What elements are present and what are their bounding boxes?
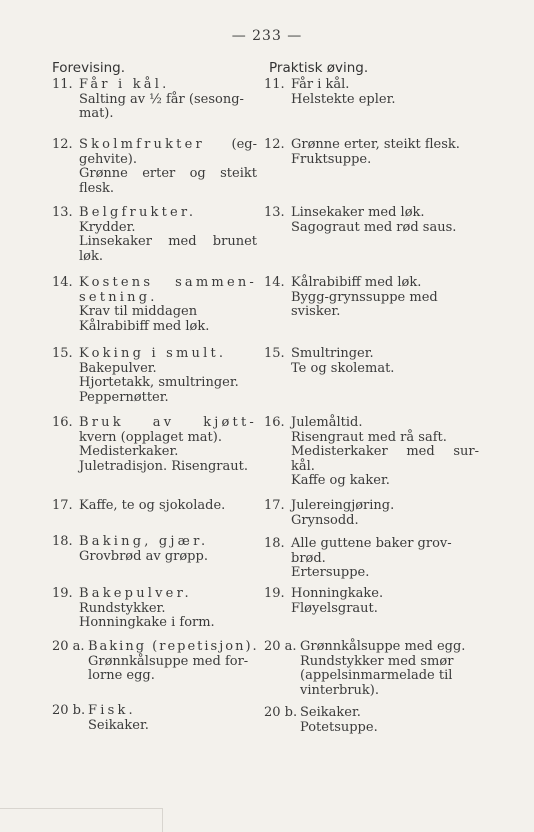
entry-topic: Koking i smult.: [79, 346, 227, 361]
entry-number: 17.: [52, 498, 73, 513]
entry-topic: setning.: [79, 289, 158, 305]
entry-line: Kålrabibiff med løk.: [79, 318, 210, 334]
left-entry-19: [52, 587, 257, 631]
entry-word: Grønne: [79, 166, 128, 181]
entry-number: 17.: [264, 498, 285, 513]
entry-word: med: [168, 234, 197, 249]
entry-topic: sammen-: [175, 275, 257, 290]
entry-word: sur-: [453, 444, 479, 459]
entry-number: 15.: [264, 346, 285, 361]
entry-line: brød.: [291, 550, 326, 566]
right-entry-13: [264, 206, 479, 235]
entry-line: Honningkake.: [291, 586, 384, 601]
left-column-heading: Forevising.: [52, 60, 126, 76]
entry-line: vinterbruk).: [300, 682, 379, 698]
entry-line: Hjortetakk, smultringer.: [79, 375, 239, 390]
entry-topic: Får i kål.: [79, 77, 170, 92]
entry-topic: Skolmfrukter: [79, 137, 205, 152]
entry-word: Linsekaker: [79, 234, 152, 249]
entry-line: Får i kål.: [291, 77, 350, 92]
entry-word: (eg-: [231, 137, 257, 152]
entry-number: 11.: [264, 77, 285, 92]
entry-word: steikt: [220, 166, 257, 181]
entry-line: løk.: [79, 248, 103, 264]
entry-word: og: [189, 166, 206, 181]
entry-line: Grønne erter, steikt flesk.: [291, 137, 460, 152]
entry-line: Krav til middagen: [79, 304, 198, 319]
right-entry-20a: [264, 640, 479, 698]
entry-line: gehvite).: [79, 151, 138, 167]
entry-word: Medisterkaker: [291, 444, 388, 459]
left-entry-20b: [52, 704, 257, 733]
right-entry-17: [264, 499, 479, 528]
entry-number: 19.: [52, 586, 73, 601]
entry-number: 13.: [52, 205, 73, 220]
entry-number: 20 a.: [52, 639, 85, 654]
entry-line: Rundstykker.: [79, 600, 166, 616]
right-entry-12: [264, 138, 479, 167]
left-entry-14: [52, 276, 257, 334]
entry-line: Kaffe og kaker.: [291, 473, 390, 488]
entry-line: Smultringer.: [291, 346, 374, 361]
entry-line: Fruktsuppe.: [291, 151, 372, 167]
entry-line: Fløyelsgraut.: [291, 600, 378, 616]
entry-line: Linsekaker med løk.: [291, 205, 425, 220]
right-entry-19: [264, 587, 479, 616]
right-entry-18: [264, 537, 479, 581]
page-crease: [0, 808, 163, 832]
entry-line: mat).: [79, 106, 114, 121]
right-entry-20b: [264, 706, 479, 735]
entry-number: 18.: [264, 536, 285, 551]
entry-line: Seikaker.: [88, 717, 149, 733]
entry-line: Salting av ½ får (sesong-: [79, 91, 244, 107]
entry-topic: Fisk.: [88, 703, 136, 718]
entry-number: 15.: [52, 346, 73, 361]
entry-line: flesk.: [79, 180, 115, 196]
entry-word: med: [406, 444, 435, 459]
left-entry-12: [52, 138, 257, 196]
entry-topic: av: [152, 415, 175, 430]
right-column-heading: Praktisk øving.: [269, 60, 369, 76]
entry-topic: Bakepulver.: [79, 586, 192, 601]
entry-word: erter: [142, 166, 176, 181]
entry-line: Grønnkålsuppe med for-: [88, 653, 249, 669]
entry-number: 14.: [52, 275, 73, 290]
entry-number: 16.: [52, 415, 73, 430]
entry-number: 20 a.: [264, 639, 297, 654]
entry-line: Grønnkålsuppe med egg.: [300, 639, 466, 654]
entry-line: Krydder.: [79, 219, 136, 235]
entry-line: Rundstykker med smør: [300, 653, 454, 669]
right-entry-14: [264, 276, 479, 320]
entry-line: (appelsinmarmelade til: [300, 668, 453, 683]
entry-line: Kålrabibiff med løk.: [291, 275, 422, 290]
entry-number: 16.: [264, 415, 285, 430]
right-entry-16: [264, 416, 479, 489]
entry-line: Risengraut med rå saft.: [291, 429, 447, 445]
entry-line: Te og skolemat.: [291, 360, 395, 376]
right-entry-11: [264, 78, 479, 107]
entry-line: Peppernøtter.: [79, 389, 169, 405]
entry-line: Helstekte epler.: [291, 91, 396, 107]
right-entry-15: [264, 347, 479, 376]
entry-line: Sagograut med rød saus.: [291, 219, 457, 235]
left-entry-20a: [52, 640, 257, 684]
entry-line: kål.: [291, 458, 315, 474]
entry-number: 20 b.: [52, 703, 86, 718]
entry-topic: Belgfrukter.: [79, 205, 197, 220]
entry-number: 12.: [264, 137, 285, 152]
entry-line: Potetsuppe.: [300, 719, 378, 735]
entry-line: Medisterkaker.: [79, 444, 179, 459]
entry-line: Alle guttene baker grov-: [291, 536, 452, 551]
entry-line: kvern (opplaget mat).: [79, 429, 222, 445]
entry-line: Kaffe, te og sjokolade.: [79, 498, 226, 513]
page-number: — 233 —: [231, 28, 303, 44]
entry-line: Grynsodd.: [291, 512, 359, 528]
entry-number: 11.: [52, 77, 73, 92]
entry-number: 12.: [52, 137, 73, 152]
left-entry-18: [52, 535, 257, 564]
entry-topic: Baking (repetisjon).: [88, 639, 259, 654]
entry-line: Julereingjøring.: [291, 498, 395, 513]
entry-line: lorne egg.: [88, 668, 155, 683]
entry-line: Ertersuppe.: [291, 565, 370, 580]
entry-line: Bygg-grynssuppe med: [291, 289, 438, 305]
entry-line: Seikaker.: [300, 705, 361, 720]
left-entry-17: [52, 499, 257, 514]
entry-line: Juletradisjon. Risengraut.: [79, 458, 248, 474]
entry-line: Honningkake i form.: [79, 615, 215, 630]
left-entry-15: [52, 347, 257, 405]
entry-topic: Kostens: [79, 275, 154, 290]
entry-number: 20 b.: [264, 705, 298, 720]
entry-number: 18.: [52, 534, 73, 549]
entry-word: brunet: [212, 234, 257, 249]
entry-topic: Bruk: [79, 415, 124, 430]
left-entry-13: [52, 206, 257, 264]
entry-line: svisker.: [291, 304, 341, 319]
left-entry-16: [52, 416, 257, 474]
entry-line: Grovbrød av grøpp.: [79, 548, 208, 564]
entry-number: 14.: [264, 275, 285, 290]
entry-line: Julemåltid.: [291, 415, 363, 430]
entry-topic: kjøtt-: [203, 415, 257, 430]
entry-topic: Baking, gjær.: [79, 534, 209, 549]
entry-number: 13.: [264, 205, 285, 220]
entry-number: 19.: [264, 586, 285, 601]
entry-line: Bakepulver.: [79, 360, 157, 376]
left-entry-11: [52, 78, 257, 122]
